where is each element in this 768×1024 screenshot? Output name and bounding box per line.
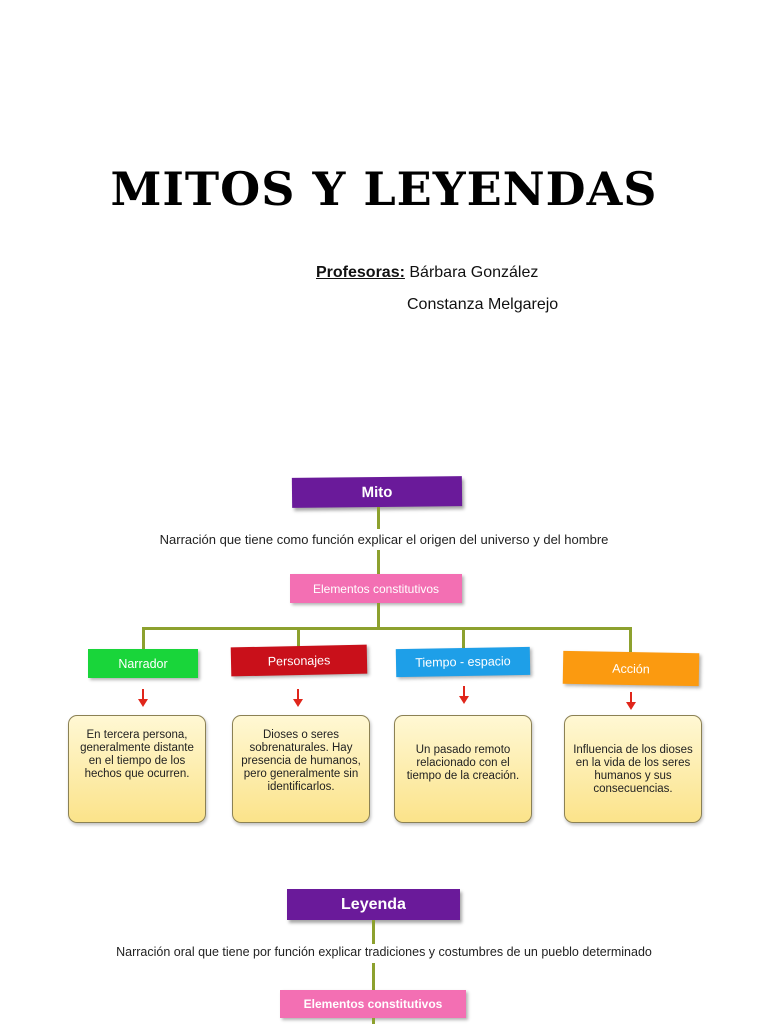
personajes-description-card: Dioses o seres sobrenaturales. Hay presencia de humanos, pero generalmente sin identificarlos. — [232, 715, 370, 823]
connector-line — [462, 627, 465, 648]
connector-line — [142, 627, 632, 630]
category-tiempo-espacio: Tiempo - espacio — [396, 647, 530, 677]
narrador-description-card: En tercera persona, generalmente distante en el tiempo de los hechos que ocurren. — [68, 715, 206, 823]
category-personajes: Personajes — [231, 645, 368, 677]
down-arrow-icon — [138, 689, 148, 707]
mito-elements-box: Elementos constitutivos — [290, 574, 462, 603]
connector-line — [629, 627, 632, 652]
profesoras-line — [316, 264, 538, 282]
connector-line — [377, 603, 380, 628]
mito-title-box: Mito — [292, 476, 462, 508]
connector-line — [372, 963, 375, 990]
tiempo-espacio-description-card: Un pasado remoto relacionado con el tiempo de la creación. — [394, 715, 532, 823]
down-arrow-icon — [459, 686, 469, 704]
document-title: MITOS Y LEYENDAS — [110, 162, 658, 216]
down-arrow-icon — [293, 689, 303, 707]
connector-line — [297, 627, 300, 647]
connector-line — [142, 627, 145, 649]
profesora-name-1: Bárbara González — [409, 264, 539, 281]
category-accion: Acción — [563, 651, 700, 686]
connector-line — [372, 1018, 375, 1024]
mito-description: Narración que tiene como función explicar el origen del universo y del hombre — [159, 532, 609, 547]
leyenda-elements-box: Elementos constitutivos — [280, 990, 466, 1018]
profesoras-label: Profesoras: — [316, 264, 405, 281]
connector-line — [372, 920, 375, 944]
leyenda-title-box: Leyenda — [287, 889, 460, 920]
connector-line — [377, 550, 380, 574]
connector-line — [377, 507, 380, 529]
accion-description-card: Influencia de los dioses en la vida de los seres humanos y sus consecuencias. — [564, 715, 702, 823]
profesora-name-2: Constanza Melgarejo — [407, 296, 559, 313]
down-arrow-icon — [626, 692, 636, 710]
leyenda-description: Narración oral que tiene por función explicar tradiciones y costumbres de un pueblo determinado — [116, 945, 652, 959]
category-narrador: Narrador — [88, 649, 198, 678]
